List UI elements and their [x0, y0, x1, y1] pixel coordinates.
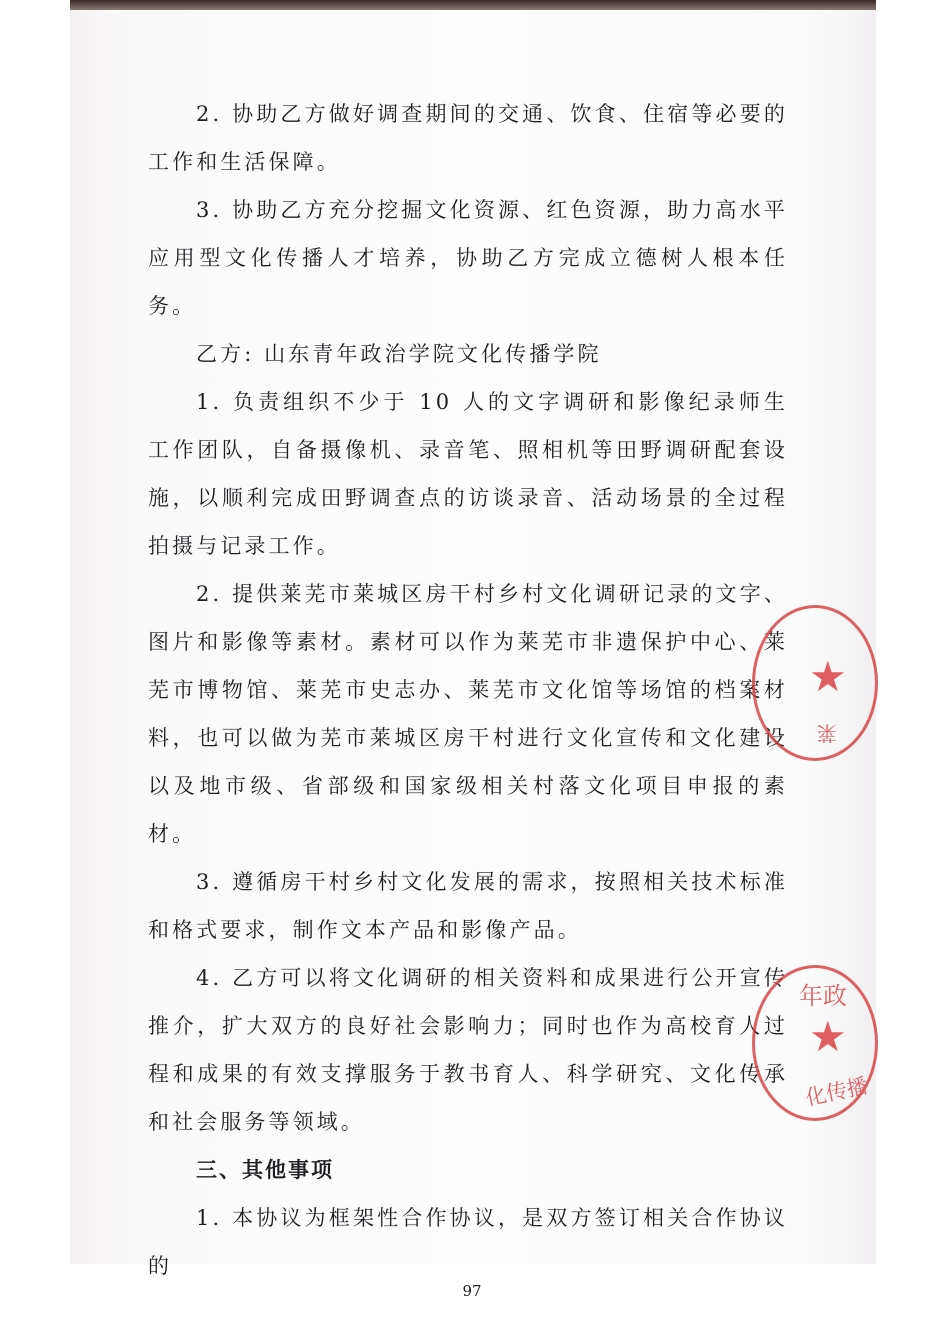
page-number: 97: [462, 1282, 482, 1300]
seal-star-icon: ★: [809, 652, 847, 701]
scanned-page: [70, 10, 876, 1278]
paragraph-5: 3. 遵循房干村乡村文化发展的需求，按照相关技术标准和格式要求，制作文本产品和影像产品。: [148, 870, 788, 942]
document-body: [148, 90, 788, 1290]
seal-text-top: 年政: [799, 982, 847, 1010]
seal-text-bottom: 化传播: [803, 1073, 871, 1111]
section-heading: 三、其他事项: [196, 1158, 334, 1182]
paragraph-2: 3. 协助乙方充分挖掘文化资源、红色资源，助力高水平应用型文化传播人才培养，协助乙方完成立德树人根本任务。: [148, 198, 788, 318]
paragraph-6: 4. 乙方可以将文化调研的相关资料和成果进行公开宣传推介，扩大双方的良好社会影响力；同时也作为高校育人过程和成果的有效支撑服务于教书育人、科学研究、文化传承和社会服务等领域。: [148, 966, 788, 1134]
paragraph-4: 2. 提供莱芜市莱城区房干村乡村文化调研记录的文字、图片和影像等素材。素材可以作为莱芜市非遗保护中心、莱芜市博物馆、莱芜市史志办、莱芜市文化馆等场馆的档案材料，也可以做为芜市莱城区房干村进行文化宣传和文化建设以及地市级、省部级和国家级相关村落文化项目申报的素材。: [148, 582, 788, 846]
red-seal-upper: [752, 605, 878, 761]
paragraph-3: 1. 负责组织不少于 10 人的文字调研和影像纪录师生工作团队，自备摄像机、录音笔、照相机等田野调研配套设施，以顺利完成田野调查点的访谈录音、活动场景的全过程拍摄与记录工作。: [148, 390, 788, 558]
seal-text-bottom: 莱: [817, 721, 837, 745]
photo-top-edge: [70, 0, 876, 10]
seal-star-icon: ★: [809, 1012, 847, 1061]
party-b-label: 乙方: 山东青年政治学院文化传播学院: [196, 342, 602, 366]
paragraph-7: 1. 本协议为框架性合作协议，是双方签订相关合作协议的: [148, 1206, 788, 1278]
red-seal-lower: [752, 965, 878, 1121]
paragraph-1: 2. 协助乙方做好调查期间的交通、饮食、住宿等必要的工作和生活保障。: [148, 102, 788, 174]
